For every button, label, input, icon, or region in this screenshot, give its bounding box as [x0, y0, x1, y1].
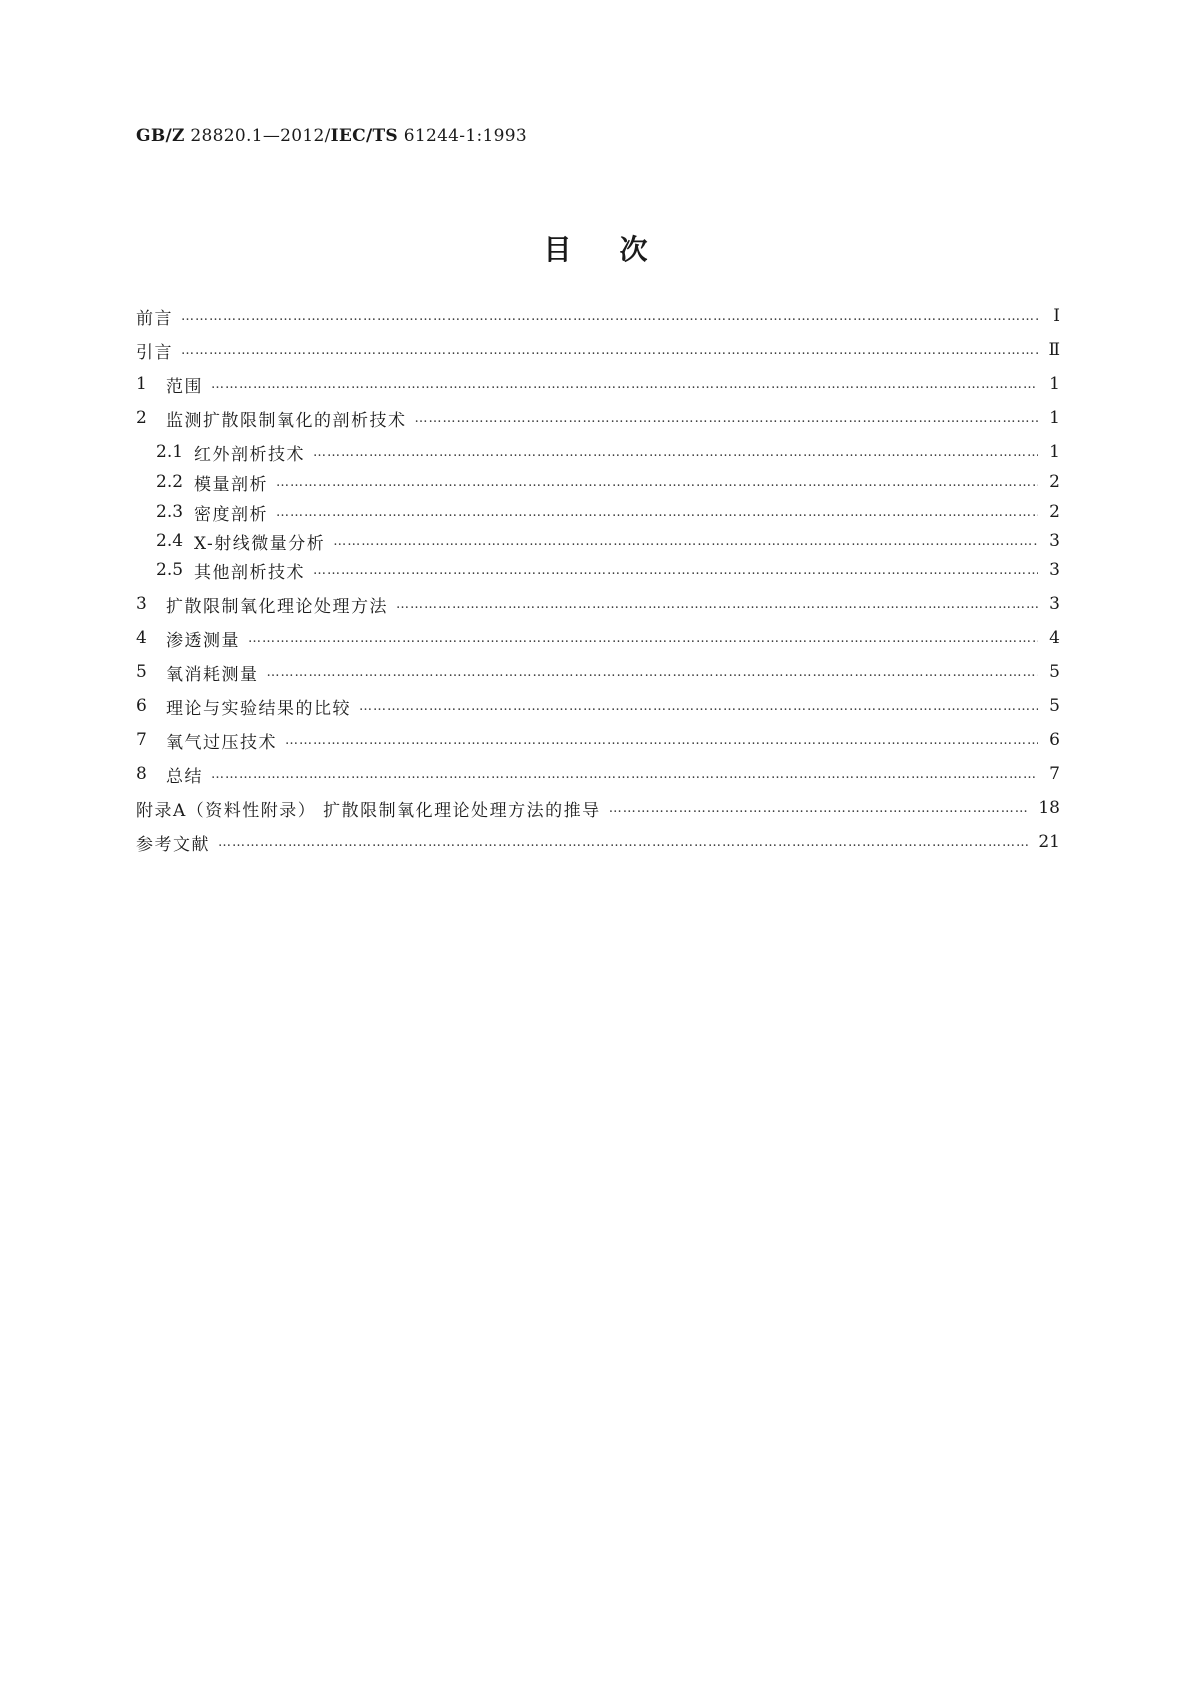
toc-label: 红外剖析技术: [194, 444, 305, 465]
toc-label: 理论与实验结果的比较: [166, 698, 351, 719]
code-number: 28820.1—2012/: [184, 126, 331, 146]
toc-leader-dots: [181, 309, 1038, 324]
toc-page-number: 3: [1049, 594, 1060, 614]
toc-label: 范围: [166, 376, 203, 397]
toc-entry[interactable]: [136, 659, 1060, 685]
toc-leader-dots: [359, 699, 1038, 714]
code-iec: IEC/TS: [330, 126, 399, 146]
toc-label: 氧消耗测量: [166, 664, 259, 685]
toc-entry[interactable]: [136, 405, 1060, 431]
toc-leader-dots: [276, 505, 1038, 520]
page-title: 目次: [543, 233, 696, 266]
toc-entry[interactable]: [136, 591, 1060, 617]
toc-entry[interactable]: [136, 625, 1060, 651]
toc-label: 氧气过压技术: [166, 732, 277, 753]
toc-entry[interactable]: [136, 371, 1060, 397]
toc-entry[interactable]: [136, 761, 1060, 787]
toc-label: 渗透测量: [166, 630, 240, 651]
toc-page-number: 5: [1049, 696, 1060, 716]
toc-label: 附录A（资料性附录） 扩散限制氧化理论处理方法的推导: [136, 800, 601, 821]
toc-entry[interactable]: [136, 727, 1060, 753]
toc-number: 2.2: [156, 472, 184, 492]
toc-leader-dots: [415, 411, 1039, 426]
toc-number: 2.4: [156, 531, 184, 551]
toc-label: 密度剖析: [194, 504, 268, 525]
toc-label: 前言: [136, 308, 173, 329]
toc-page-number: 7: [1049, 764, 1060, 784]
toc-number: 2.3: [156, 502, 184, 522]
toc-number: 4: [136, 628, 147, 648]
code-tail: 61244-1:1993: [398, 126, 527, 146]
toc-page-number: 1: [1049, 442, 1060, 462]
toc-leader-dots: [181, 343, 1038, 358]
toc-number: 2.5: [156, 560, 184, 580]
toc-leader-dots: [211, 377, 1038, 392]
toc-leader-dots: [313, 563, 1038, 578]
toc-label: 模量剖析: [194, 474, 268, 495]
toc-leader-dots: [609, 801, 1031, 816]
toc-page-number: 3: [1049, 560, 1060, 580]
toc-leader-dots: [285, 733, 1038, 748]
toc-page-number: 3: [1049, 531, 1060, 551]
toc-page-number: 5: [1049, 662, 1060, 682]
toc-page-number: 18: [1038, 798, 1060, 818]
toc-label: X-射线微量分析: [194, 533, 326, 554]
toc-number: 1: [136, 374, 147, 394]
toc-entry[interactable]: [136, 337, 1060, 363]
toc-number: 2: [136, 408, 147, 428]
toc-number: 6: [136, 696, 147, 716]
toc-label: 参考文献: [136, 834, 210, 855]
toc-leader-dots: [218, 835, 1030, 850]
document-code: [136, 126, 527, 146]
toc-label: 引言: [136, 342, 173, 363]
toc-entry[interactable]: [156, 439, 1060, 465]
toc-page-number: Ⅰ: [1053, 306, 1060, 326]
toc-entry[interactable]: [136, 693, 1060, 719]
toc-page-number: 21: [1038, 832, 1060, 852]
toc-entry[interactable]: [136, 795, 1060, 821]
code-prefix: GB/Z: [136, 126, 185, 146]
toc-leader-dots: [248, 631, 1038, 646]
toc-number: 7: [136, 730, 147, 750]
toc-leader-dots: [276, 475, 1038, 490]
toc-page-number: 2: [1049, 502, 1060, 522]
toc-page-number: 2: [1049, 472, 1060, 492]
toc-entry[interactable]: [136, 829, 1060, 855]
toc-entry[interactable]: [156, 528, 1060, 554]
toc-label: 总结: [166, 766, 203, 787]
toc-entry[interactable]: [136, 303, 1060, 329]
toc-page-number: 6: [1049, 730, 1060, 750]
toc-number: 2.1: [156, 442, 184, 462]
toc-leader-dots: [313, 445, 1038, 460]
toc-number: 8: [136, 764, 147, 784]
toc-label: 监测扩散限制氧化的剖析技术: [166, 410, 407, 431]
toc-entry[interactable]: [156, 499, 1060, 525]
toc-leader-dots: [211, 767, 1038, 782]
toc-number: 3: [136, 594, 147, 614]
toc-leader-dots: [267, 665, 1039, 680]
toc-number: 5: [136, 662, 147, 682]
toc-page-number: 1: [1049, 408, 1060, 428]
toc-page-number: 4: [1049, 628, 1060, 648]
toc-leader-dots: [333, 534, 1038, 549]
toc-label: 扩散限制氧化理论处理方法: [166, 596, 388, 617]
toc-leader-dots: [396, 597, 1038, 612]
toc-page-number: Ⅱ: [1048, 340, 1060, 360]
toc-label: 其他剖析技术: [194, 562, 305, 583]
toc-entry[interactable]: [156, 469, 1060, 495]
toc-entry[interactable]: [156, 557, 1060, 583]
toc-page-number: 1: [1049, 374, 1060, 394]
